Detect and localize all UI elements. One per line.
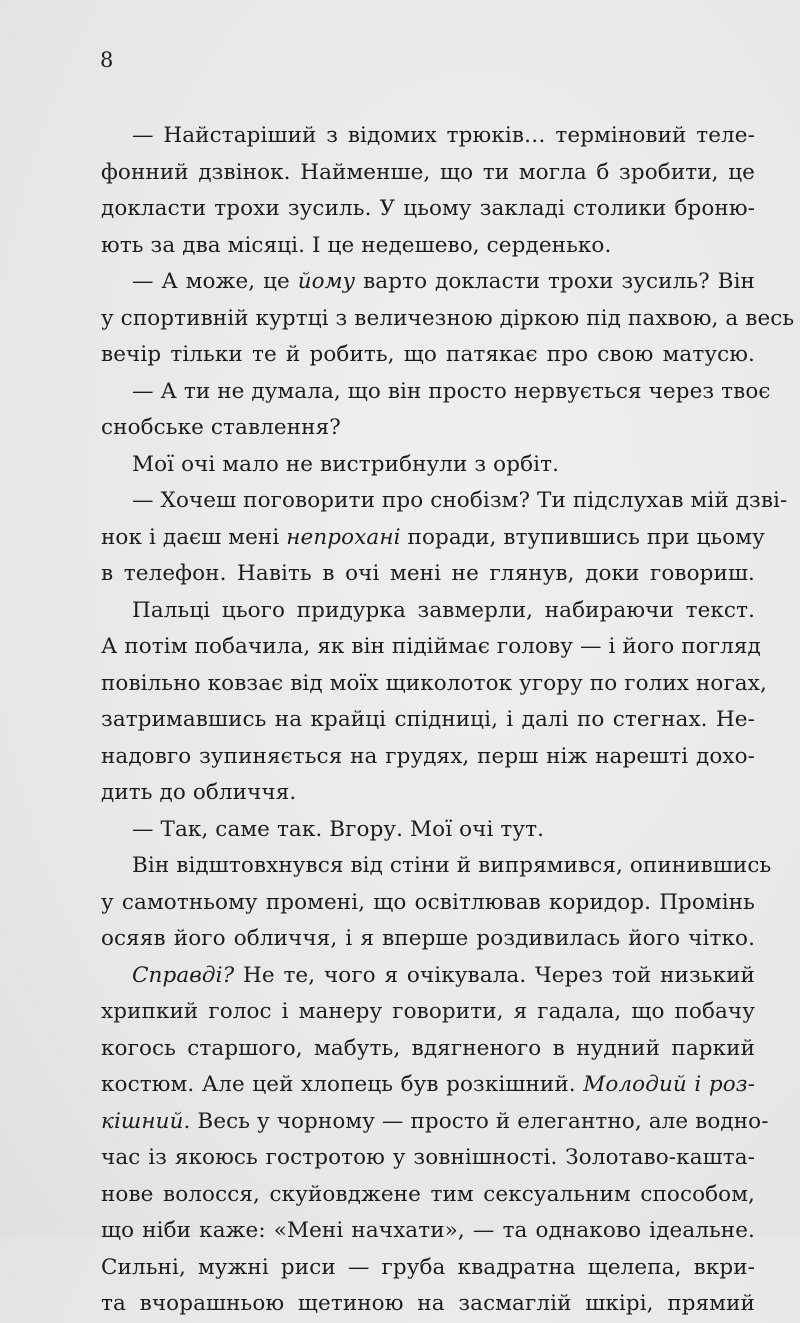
text-line — [101, 1286, 755, 1323]
text-segment: А потім побачила, як він підіймає голову — і його погляд — [101, 634, 761, 659]
text-segment: . Весь у чорному — просто й елегантно, але водно- — [183, 1108, 769, 1134]
italic-text: йому — [297, 269, 356, 294]
text-line — [101, 191, 755, 228]
text-segment: хрипкий голос і манеру говорити, я гадала, що побачу — [101, 999, 755, 1024]
text-segment: час із якоюсь гостротою у зовнішності. Золотаво-кашта- — [101, 1145, 755, 1170]
text-line — [101, 410, 755, 447]
text-line — [101, 1140, 755, 1177]
italic-text: Молодий і роз- — [583, 1072, 755, 1097]
text-line — [101, 337, 755, 374]
text-line — [101, 556, 755, 593]
text-line — [101, 739, 755, 776]
italic-text: кішний — [101, 1108, 184, 1134]
text-line — [101, 629, 761, 666]
text-segment: — Хочеш поговорити про снобізм? Ти підслухав мій дзві- — [132, 488, 788, 513]
text-line — [101, 1104, 769, 1141]
text-segment: повільно ковзає від моїх щиколоток угору по голих ногах, — [101, 670, 767, 696]
text-segment: ють за два місяці. І це недешево, серденько. — [101, 232, 612, 258]
text-segment: вечір тільки те й робить, що патякає про свою матусю. — [101, 342, 755, 367]
text-segment: — Так, саме так. Вгору. Мої очі тут. — [132, 816, 545, 842]
text-line — [101, 1067, 755, 1104]
text-line — [101, 775, 755, 812]
text-line — [101, 848, 772, 885]
text-line — [101, 958, 755, 995]
text-line — [101, 301, 795, 338]
text-line — [101, 118, 755, 155]
text-segment: осяяв його обличчя, і я вперше роздивилась його чітко. — [101, 926, 755, 951]
text-line — [101, 812, 755, 849]
text-line — [101, 994, 755, 1031]
text-line — [101, 1213, 755, 1250]
italic-text: непрохані — [286, 524, 401, 550]
italic-text: Справді? — [132, 962, 235, 988]
text-line — [101, 921, 755, 958]
text-line — [101, 1250, 755, 1287]
text-line — [101, 374, 771, 411]
text-line — [101, 264, 755, 301]
text-segment: нове волосся, скуйовджене тим сексуальним способом, — [101, 1181, 755, 1207]
text-segment: дить до обличчя. — [101, 780, 297, 805]
text-segment: та вчорашньою щетиною на засмаглій шкірі, прямий — [101, 1291, 755, 1316]
text-segment: фонний дзвінок. Найменше, що ти могла б зробити, це — [101, 159, 755, 185]
text-segment: що ніби каже: «Мені начхати», — та однаково ідеальне. — [101, 1218, 755, 1243]
text-segment: когось старшого, мабуть, вдягненого в нудний паркий — [101, 1035, 755, 1061]
text-segment: варто докласти трохи зусиль? Він — [355, 269, 755, 294]
text-segment: Мої очі мало не вистрибнули з орбіт. — [132, 451, 560, 477]
text-segment: затримавшись на крайці спідниці, і далі по стегнах. Не- — [101, 707, 755, 732]
text-line — [101, 702, 755, 739]
text-line — [101, 483, 788, 520]
text-line — [101, 447, 755, 484]
text-line — [101, 1177, 755, 1214]
text-segment: — Найстаріший з відомих трюків… терміновий теле- — [132, 123, 755, 148]
text-segment: в телефон. Навіть в очі мені не глянув, доки говориш. — [101, 561, 755, 586]
text-line — [101, 520, 765, 557]
text-segment: Він відштовхнувся від стіни й випрямився, опинившись — [132, 853, 772, 878]
text-line — [101, 593, 755, 630]
text-segment: Пальці цього придурка завмерли, набираючи текст. — [132, 597, 755, 623]
text-segment: — А ти не думала, що він просто нервується через твоє — [132, 378, 771, 404]
text-line — [101, 666, 767, 703]
text-segment: снобське ставлення? — [101, 415, 341, 440]
text-segment: нок і даєш мені — [101, 524, 287, 550]
text-line — [101, 155, 755, 192]
text-line — [101, 885, 755, 922]
text-segment: поради, втупившись при цьому — [400, 524, 765, 550]
text-segment: докласти трохи зусиль. У цьому закладі столики броню- — [101, 196, 755, 221]
text-segment: надовго зупиняється на грудях, перш ніж нарешті дохо- — [101, 743, 755, 769]
page-number: 8 — [100, 48, 114, 72]
text-segment: — А може, це — [132, 269, 298, 294]
text-segment: Сильні, мужні риси — груба квадратна щелепа, вкри- — [101, 1254, 755, 1280]
text-line — [101, 228, 755, 265]
text-segment: у самотньому промені, що освітлював коридор. Промінь — [101, 889, 755, 915]
text-segment: у спортивній куртці з величезною діркою під пахвою, а весь — [101, 305, 795, 331]
text-segment: Не те, чого я очікувала. Через той низький — [234, 962, 755, 988]
text-line — [101, 1031, 755, 1068]
body-text — [101, 118, 795, 1323]
text-segment: костюм. Але цей хлопець був розкішний. — [101, 1072, 584, 1097]
